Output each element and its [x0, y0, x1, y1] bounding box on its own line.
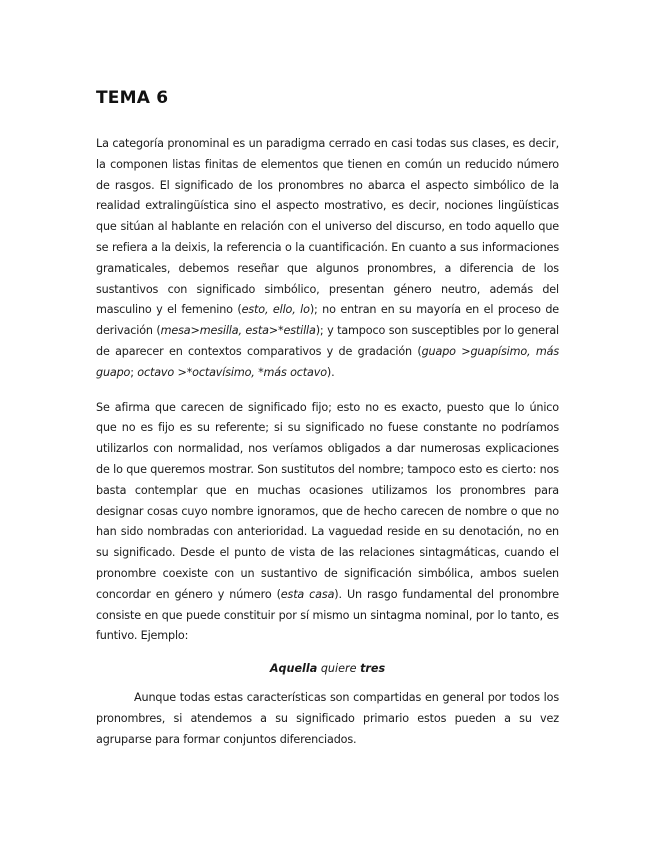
italic-run: esto, ello, lo: [241, 303, 310, 317]
text-run: Se afirma que carecen de significado fijo; esto no es exacto, puesto que lo único que no es fijo es su referente; si su significado no fuese constante no podríamos utilizarlos con normalidad, nos veríamos obligados a dar numerosas explicaciones de lo que queremos mostrar. Son sustitutos del nombre; tampoco esto es cierto: nos basta contemplar que en muchas ocasiones utilizamos los pronombres para designar cosas cuyo nombre ignoramos, que de hecho carecen de nombre o que no han sido nombradas con anterioridad. La vaguedad reside en su denotación, no en su significado. Desde el punto de vista de las relaciones sintagmáticas, cuando el pronombre coexiste con un sustantivo de significación simbólica, ambos suelen concordar en género y número (: [96, 400, 559, 601]
text-run: ); y tampoco son susceptibles por lo general de aparecer en contextos comparativos y de gradación (: [96, 324, 559, 358]
example-word-2: quiere: [320, 662, 357, 676]
italic-run: guapo >guapísimo, más guapo: [96, 344, 559, 379]
text-run: La categoría pronominal es un paradigma cerrado en casi todas sus clases, es decir, la componen listas finitas de elementos que tienen en común un reducido número de rasgos. El significado de los pronombres no abarca el aspecto simbólico de la realidad extralingüística sino el aspecto mostrativo, es decir, nociones lingüísticas que sitúan al hablante en relación con el universo del discurso, en todo aquello que se refiera a la deixis, la referencia o la cuantificación. En cuanto a sus informaciones gramaticales, debemos reseñar que algunos pronombres, a diferencia de los sustantivos con significado simbólico, presentan género neutro, además del masculino y el femenino (: [96, 137, 559, 317]
text-run: ). Un rasgo fundamental del pronombre consiste en que puede constituir por sí mismo un sintagma nominal, por lo tanto, es funtivo. Ejemplo:: [96, 587, 559, 643]
text-run: ).: [326, 365, 335, 379]
text-run: ;: [130, 365, 138, 379]
example-sentence: [96, 659, 559, 680]
page-title: TEMA 6: [96, 88, 169, 108]
example-word-3: tres: [360, 662, 386, 676]
example-word-1: Aquella: [269, 662, 318, 676]
paragraph-3: Aunque todas estas características son compartidas en general por todos los pronombres, si atendemos a su significado primario estos pueden a su vez agruparse para formar conjuntos diferenciados.: [96, 690, 559, 746]
paragraph-2: [96, 398, 559, 648]
paragraph-1: [96, 134, 559, 384]
italic-run: esta casa: [280, 587, 335, 601]
italic-run: octavo >*octavísimo, *más octavo: [137, 365, 327, 379]
text-run: ); no entran en su mayoría en el proceso de derivación (: [96, 303, 560, 338]
document-page: [96, 86, 559, 750]
italic-run: mesa>mesilla, esta>*estilla: [160, 324, 316, 338]
